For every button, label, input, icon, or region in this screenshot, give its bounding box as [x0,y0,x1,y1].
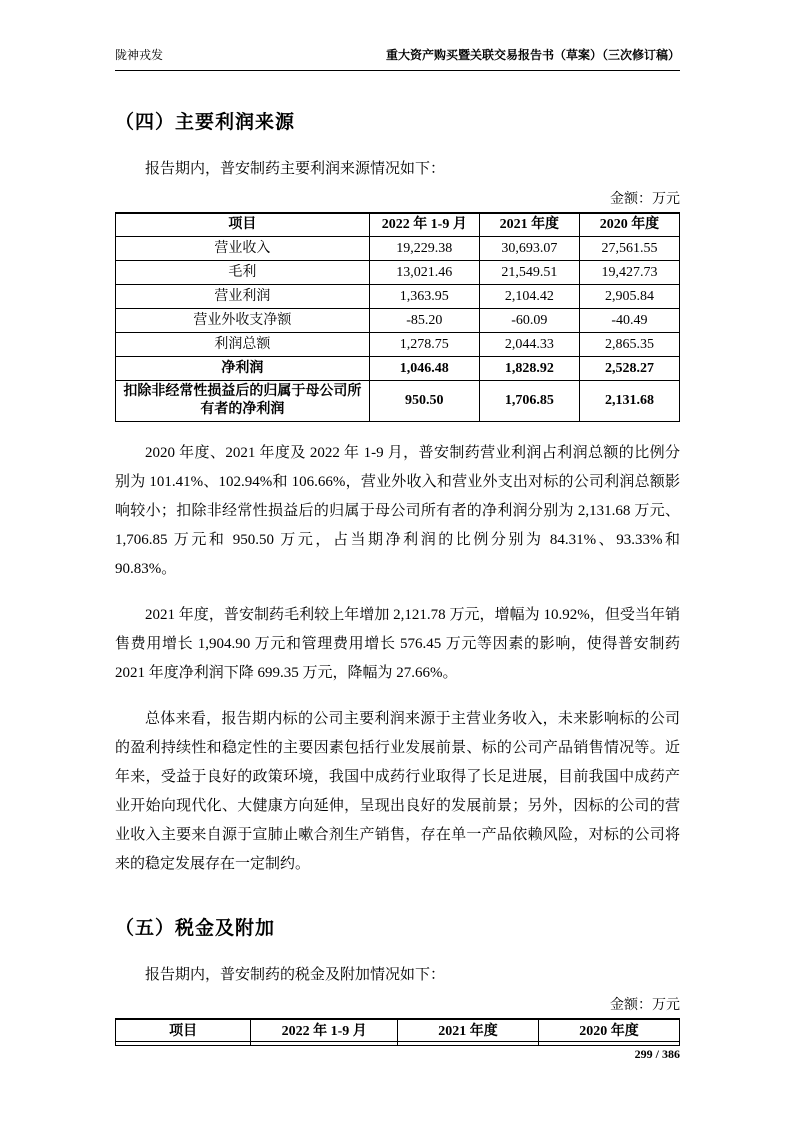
analysis-paragraph-1: 2020 年度、2021 年度及 2022 年 1-9 月，普安制药营业利润占利润总额的比例分别为 101.41%、102.94%和 106.66%，营业外收入和营业外支出对标的公司利润总额影响较小；扣除非经常性损益后的归属于母公司所有者的净利润分别为 2,131.68 万元、1,706.85 万元和 950.50 万元，占当期净利润的比例分别为 84.31%、93.33%和 90.83%。 [115,445,680,578]
cell-value: 2,131.68 [579,381,679,422]
header-document-title: 重大资产购买暨关联交易报告书（草案）（三次修订稿） [385,48,680,62]
cell-value: 950.50 [369,381,479,422]
column-header-2021: 2021 年度 [479,213,579,237]
page-number: 299 / 386 [634,1047,680,1061]
cell-value: -85.20 [369,309,479,333]
table-row [116,309,680,333]
cell-value: 2,044.33 [479,333,579,357]
cell-value: 1,706.85 [479,381,579,422]
table-row [116,261,680,285]
cell-value: 19,427.73 [579,261,679,285]
table-header-row [116,213,680,237]
column-header-2020: 2020 年度 [538,1019,679,1045]
cell-value: 1,363.95 [369,285,479,309]
row-label: 营业外收支净额 [116,309,370,333]
cell-value: -40.49 [579,309,679,333]
section-5-unit-note: 金额：万元 [610,998,680,1014]
column-header-2020: 2020 年度 [579,213,679,237]
table-row [116,285,680,309]
row-label: 净利润 [116,357,370,381]
cell-value: 21,549.51 [479,261,579,285]
cell-value: 2,528.27 [579,357,679,381]
column-header-2022: 2022 年 1-9 月 [369,213,479,237]
cell-value: 2,865.35 [579,333,679,357]
row-label: 毛利 [116,261,370,285]
row-label: 营业利润 [116,285,370,309]
row-label: 扣除非经常性损益后的归属于母公司所有者的净利润 [116,381,370,422]
section-5-title: （五）税金及附加 [115,918,276,940]
analysis-paragraph-2: 2021 年度，普安制药毛利较上年增加 2,121.78 万元，增幅为 10.92%，但受当年销售费用增长 1,904.90 万元和管理费用增长 576.45 万元等因素的影响，使得普安制药 2021 年度净利润下降 699.35 万元，降幅为 27.66%。 [115,607,680,682]
cell-value: 1,046.48 [369,357,479,381]
column-header-item: 项目 [116,213,370,237]
cell-value: 27,561.55 [579,237,679,261]
section-4-title: （四）主要利润来源 [115,111,296,133]
cell-value: 19,229.38 [369,237,479,261]
cell-value: 1,278.75 [369,333,479,357]
column-header-2022: 2022 年 1-9 月 [251,1019,398,1045]
section-4-unit-note: 金额：万元 [610,191,680,207]
table-row [116,357,680,381]
cell-value: 1,828.92 [479,357,579,381]
column-header-item: 项目 [116,1019,251,1045]
section-5-intro: 报告期内，普安制药的税金及附加情况如下： [145,967,446,984]
column-header-2021: 2021 年度 [397,1019,538,1045]
row-label: 营业收入 [116,237,370,261]
section-4-intro: 报告期内，普安制药主要利润来源情况如下： [145,160,446,177]
page-header [115,48,680,71]
page-footer [115,1041,680,1062]
header-company-name: 陇神戎发 [115,48,164,62]
table-row [116,381,680,422]
row-label: 利润总额 [116,333,370,357]
cell-value: 2,905.84 [579,285,679,309]
cell-value: -60.09 [479,309,579,333]
analysis-paragraph-3: 总体来看，报告期内标的公司主要利润来源于主营业务收入，未来影响标的公司的盈利持续性和稳定性的主要因素包括行业发展前景、标的公司产品销售情况等。近年来，受益于良好的政策环境，我国中成药行业取得了长足进展，目前我国中成药产业开始向现代化、大健康方向延伸，呈现出良好的发展前景；另外，因标的公司的营业收入主要来自源于宣肺止嗽合剂生产销售，存在单一产品依赖风险，对标的公司将来的稳定发展存在一定制约。 [115,711,680,873]
cell-value: 2,104.42 [479,285,579,309]
table-row [116,333,680,357]
table-row [116,237,680,261]
cell-value: 13,021.46 [369,261,479,285]
cell-value: 30,693.07 [479,237,579,261]
profit-source-table [115,212,680,423]
